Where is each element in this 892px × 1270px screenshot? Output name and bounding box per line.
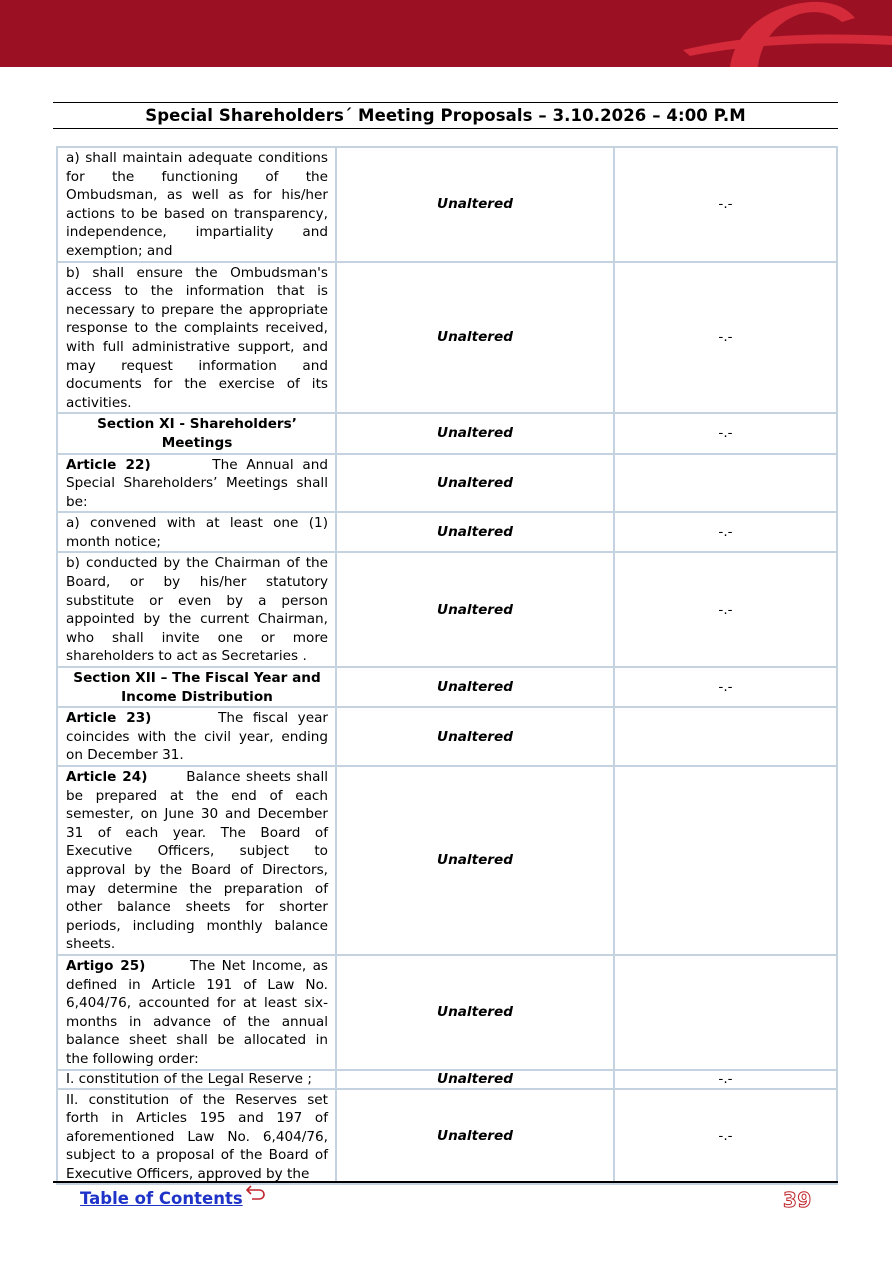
status-cell: Unaltered [336,766,614,955]
table-row [57,454,837,513]
brand-swoosh-graphic [0,0,892,67]
clause-text: The fiscal year coincides with the civil year, ending on December 31. [66,710,328,764]
status-cell: Unaltered [336,1089,614,1185]
note-cell: -.- [614,512,837,552]
current-text-cell [57,766,336,955]
clause-text: b) conducted by the Chairman of the Board, or by his/her statutory substitute or even by a person appointed by the current Chairman, who shall invite one or more shareholders to act as Secretaries . [66,555,328,665]
table-of-contents-label: Table of Contents [80,1189,243,1208]
section-heading-cell [57,413,336,453]
status-cell: Unaltered [336,147,614,262]
status-cell: Unaltered [336,512,614,552]
clause-text: Balance sheets shall be prepared at the end of each semester, on June 30 and December 31 of each year. The Board of Executive Officers, subject to approval by the Board of Directors, may determine the preparation of other balance sheets for shorter periods, including monthly balance sheets. [66,769,329,953]
article-number: Artigo 25) [66,957,146,974]
note-cell: -.- [614,1089,837,1185]
table-row [57,707,837,766]
status-cell: Unaltered [336,262,614,414]
page-number: 39 [783,1188,812,1212]
note-cell: -.- [614,1070,837,1089]
status-cell: Unaltered [336,413,614,453]
section-heading: Section XII – The Fiscal Year and Income Distribution [73,670,321,705]
status-cell: Unaltered [336,454,614,513]
note-cell: -.- [614,667,837,707]
status-cell: Unaltered [336,552,614,667]
table-row [57,766,837,955]
current-text-cell [57,512,336,552]
return-arrow-icon [246,1184,266,1206]
clause-text: I. constitution of the Legal Reserve ; [66,1071,312,1087]
article-number: Article 24) [66,769,148,785]
note-cell [614,454,837,513]
page-title: Special Shareholders´ Meeting Proposals – 3.10.2026 – 4:00 P.M [145,106,746,125]
clause-text: b) shall ensure the Ombudsman's access to the information that is necessary to prepare the appropriate response to the complaints received, with full administrative support, and may request information and documents for the exercise of its activities. [66,264,328,411]
table-row [57,413,837,453]
current-text-cell [57,262,336,414]
current-text-cell [57,1070,336,1089]
note-cell [614,766,837,955]
current-text-cell [57,955,336,1070]
note-cell [614,707,837,766]
status-cell: Unaltered [336,955,614,1070]
status-cell: Unaltered [336,1070,614,1089]
note-cell: -.- [614,552,837,667]
note-cell: -.- [614,413,837,453]
article-number: Article 22) [66,456,151,473]
table-row [57,667,837,707]
note-cell [614,955,837,1070]
current-text-cell [57,552,336,667]
clause-text: The Annual and Special Shareholders’ Meetings shall be: [66,456,328,510]
clause-text: a) convened with at least one (1) month notice; [66,515,328,550]
status-cell: Unaltered [336,667,614,707]
clause-text: II. constitution of the Reserves set forth in Articles 195 and 197 of aforementioned Law No. 6,404/76, subject to a proposal of the Board of Executive Officers, approved by the [66,1091,328,1182]
table-row [57,552,837,667]
current-text-cell [57,1089,336,1185]
header-banner [0,0,892,67]
section-heading: Section XI - Shareholders’ Meetings [97,416,297,451]
current-text-cell [57,707,336,766]
table-of-contents-link[interactable] [80,1189,266,1208]
table-row [57,1070,837,1089]
table-row [57,512,837,552]
proposals-table [56,146,838,1185]
section-heading-cell [57,667,336,707]
page-title-bar [53,102,838,129]
note-cell: -.- [614,262,837,414]
article-number: Article 23) [66,710,152,727]
table-row [57,262,837,414]
clause-text: The Net Income, as defined in Article 191 of Law No. 6,404/76, accounted for at least six-months in advance of the annual balance sheet shall be allocated in the following order: [66,957,328,1067]
footer-divider [53,1181,838,1183]
status-cell: Unaltered [336,707,614,766]
note-cell: -.- [614,147,837,262]
table-row [57,1089,837,1185]
clause-text: a) shall maintain adequate conditions for the functioning of the Ombudsman, as well as for his/her actions to be based on transparency, independence, impartiality and exemption; and [66,150,328,259]
table-row [57,147,837,262]
table-row [57,955,837,1070]
current-text-cell [57,147,336,262]
current-text-cell [57,454,336,513]
